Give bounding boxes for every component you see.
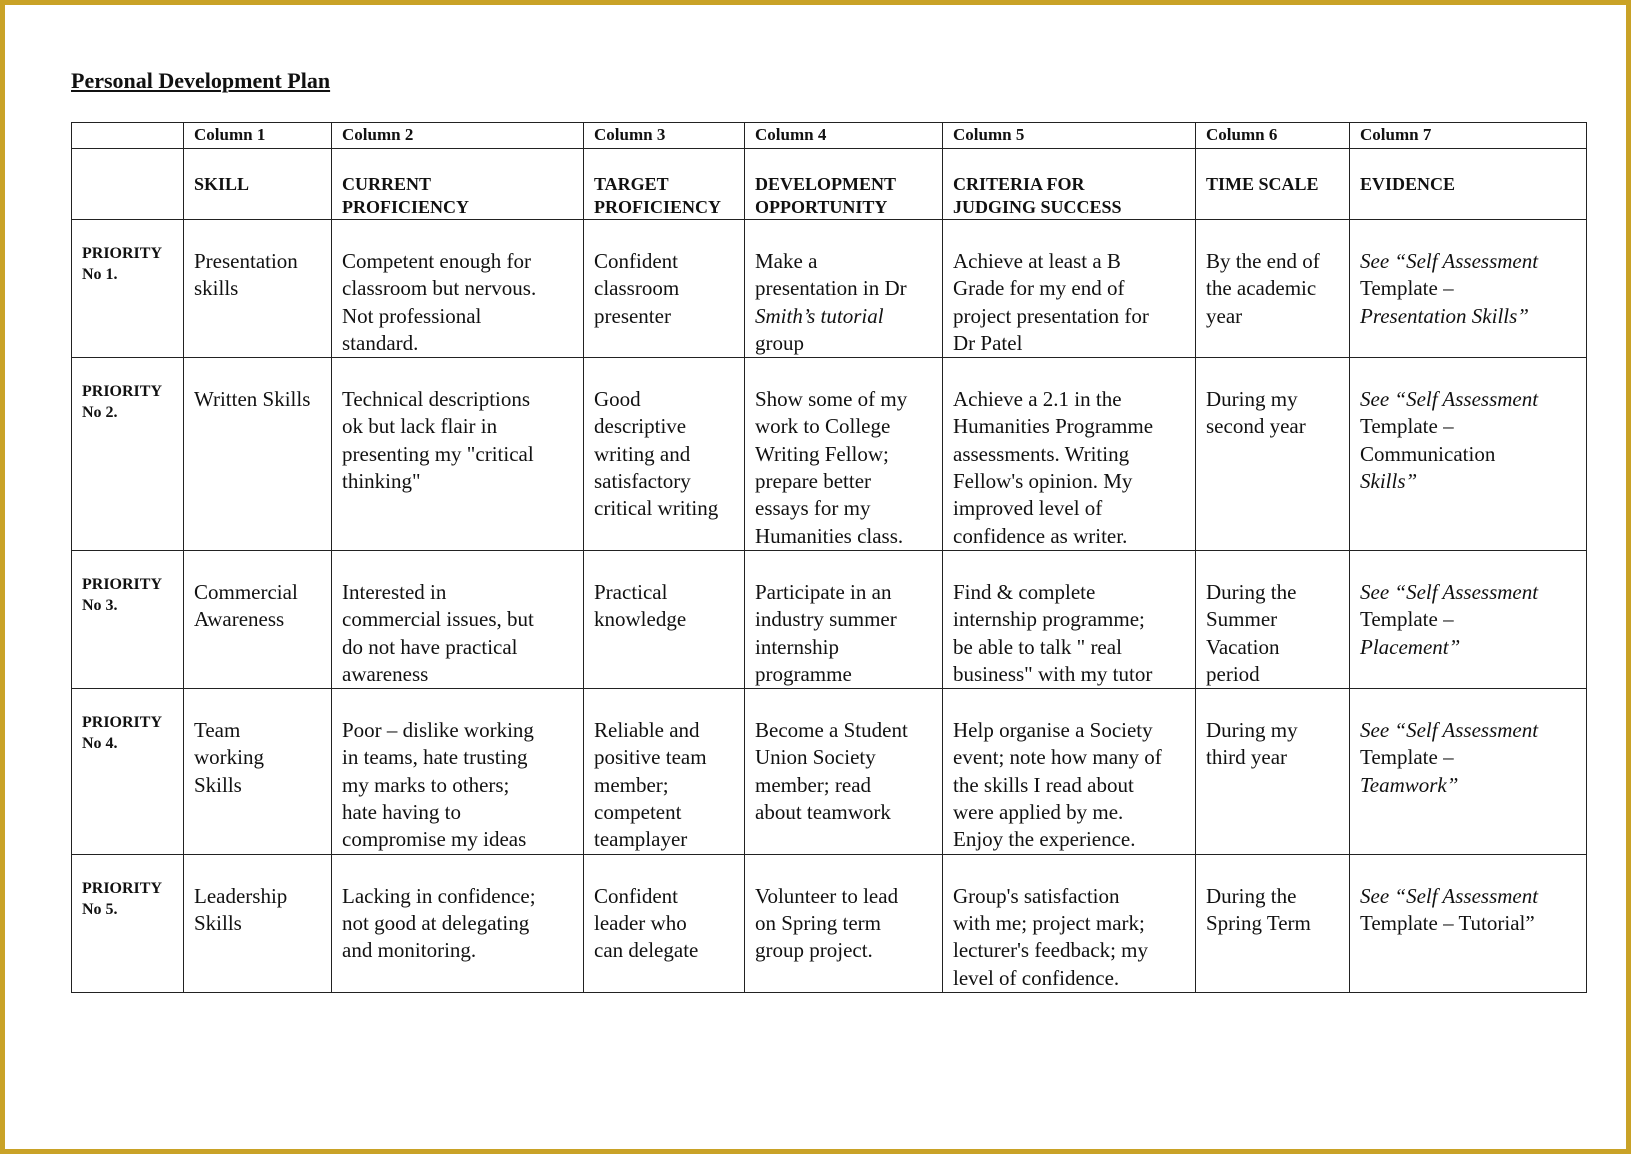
heading-current-proficiency: CURRENT PROFICIENCY <box>332 149 584 220</box>
heading-target-proficiency: TARGET PROFICIENCY <box>584 149 745 220</box>
skill-cell: Commercial Awareness <box>184 550 332 688</box>
current-proficiency-cell: Poor – dislike working in teams, hate trusting my marks to others; hate having to compromise my ideas <box>332 689 584 854</box>
skill-cell: Written Skills <box>184 358 332 551</box>
evidence-cell: See “Self Assessment Template – Presentation Skills” <box>1350 220 1587 358</box>
development-plan-table <box>71 122 1587 993</box>
skill-cell: Presentation skills <box>184 220 332 358</box>
time-scale-cell: During the Summer Vacation period <box>1196 550 1350 688</box>
target-proficiency-cell: Confident leader who can delegate <box>584 854 745 992</box>
development-opportunity-cell: Participate in an industry summer internship programme <box>745 550 943 688</box>
skill-cell: Team working Skills <box>184 689 332 854</box>
heading-time-scale: TIME SCALE <box>1196 149 1350 220</box>
column-number-row <box>72 123 1587 149</box>
heading-cell-blank <box>72 149 184 220</box>
column-number-cell: Column 5 <box>943 123 1196 149</box>
current-proficiency-cell: Lacking in confidence; not good at delegating and monitoring. <box>332 854 584 992</box>
table-row <box>72 689 1587 854</box>
development-opportunity-cell: Show some of my work to College Writing Fellow; prepare better essays for my Humanities class. <box>745 358 943 551</box>
current-proficiency-cell: Interested in commercial issues, but do not have practical awareness <box>332 550 584 688</box>
skill-cell: Leadership Skills <box>184 854 332 992</box>
heading-development-opportunity: DEVELOPMENT OPPORTUNITY <box>745 149 943 220</box>
page-title: Personal Development Plan <box>71 68 331 93</box>
table-row <box>72 550 1587 688</box>
evidence-cell: See “Self Assessment Template – Teamwork” <box>1350 689 1587 854</box>
development-opportunity-cell: Volunteer to lead on Spring term group project. <box>745 854 943 992</box>
criteria-cell: Achieve at least a B Grade for my end of project presentation for Dr Patel <box>943 220 1196 358</box>
column-number-cell: Column 3 <box>584 123 745 149</box>
heading-evidence: EVIDENCE <box>1350 149 1587 220</box>
priority-cell: PRIORITY No 4. <box>72 689 184 854</box>
target-proficiency-cell: Confident classroom presenter <box>584 220 745 358</box>
criteria-cell: Find & complete internship programme; be able to talk " real business" with my tutor <box>943 550 1196 688</box>
column-number-cell <box>72 123 184 149</box>
evidence-cell: See “Self Assessment Template – Tutorial” <box>1350 854 1587 992</box>
criteria-cell: Help organise a Society event; note how many of the skills I read about were applied by me. Enjoy the experience. <box>943 689 1196 854</box>
heading-criteria: CRITERIA FOR JUDGING SUCCESS <box>943 149 1196 220</box>
time-scale-cell: During the Spring Term <box>1196 854 1350 992</box>
development-opportunity-cell: Become a Student Union Society member; read about teamwork <box>745 689 943 854</box>
evidence-cell: See “Self Assessment Template – Placement” <box>1350 550 1587 688</box>
target-proficiency-cell: Practical knowledge <box>584 550 745 688</box>
criteria-cell: Achieve a 2.1 in the Humanities Programme assessments. Writing Fellow's opinion. My improved level of confidence as writer. <box>943 358 1196 551</box>
column-number-cell: Column 4 <box>745 123 943 149</box>
table-row <box>72 220 1587 358</box>
development-opportunity-cell: Make a presentation in Dr Smith’s tutorial group <box>745 220 943 358</box>
time-scale-cell: During my second year <box>1196 358 1350 551</box>
current-proficiency-cell: Technical descriptions ok but lack flair in presenting my "critical thinking" <box>332 358 584 551</box>
heading-row <box>72 149 1587 220</box>
target-proficiency-cell: Reliable and positive team member; competent teamplayer <box>584 689 745 854</box>
priority-cell: PRIORITY No 1. <box>72 220 184 358</box>
column-number-cell: Column 2 <box>332 123 584 149</box>
target-proficiency-cell: Good descriptive writing and satisfactory critical writing <box>584 358 745 551</box>
criteria-cell: Group's satisfaction with me; project mark; lecturer's feedback; my level of confidence. <box>943 854 1196 992</box>
evidence-cell: See “Self Assessment Template – Communication Skills” <box>1350 358 1587 551</box>
current-proficiency-cell: Competent enough for classroom but nervous. Not professional standard. <box>332 220 584 358</box>
column-number-cell: Column 7 <box>1350 123 1587 149</box>
table-row <box>72 854 1587 992</box>
column-number-cell: Column 6 <box>1196 123 1350 149</box>
time-scale-cell: By the end of the academic year <box>1196 220 1350 358</box>
time-scale-cell: During my third year <box>1196 689 1350 854</box>
column-number-cell: Column 1 <box>184 123 332 149</box>
priority-cell: PRIORITY No 3. <box>72 550 184 688</box>
priority-cell: PRIORITY No 5. <box>72 854 184 992</box>
heading-skill: SKILL <box>184 149 332 220</box>
priority-cell: PRIORITY No 2. <box>72 358 184 551</box>
table-row <box>72 358 1587 551</box>
